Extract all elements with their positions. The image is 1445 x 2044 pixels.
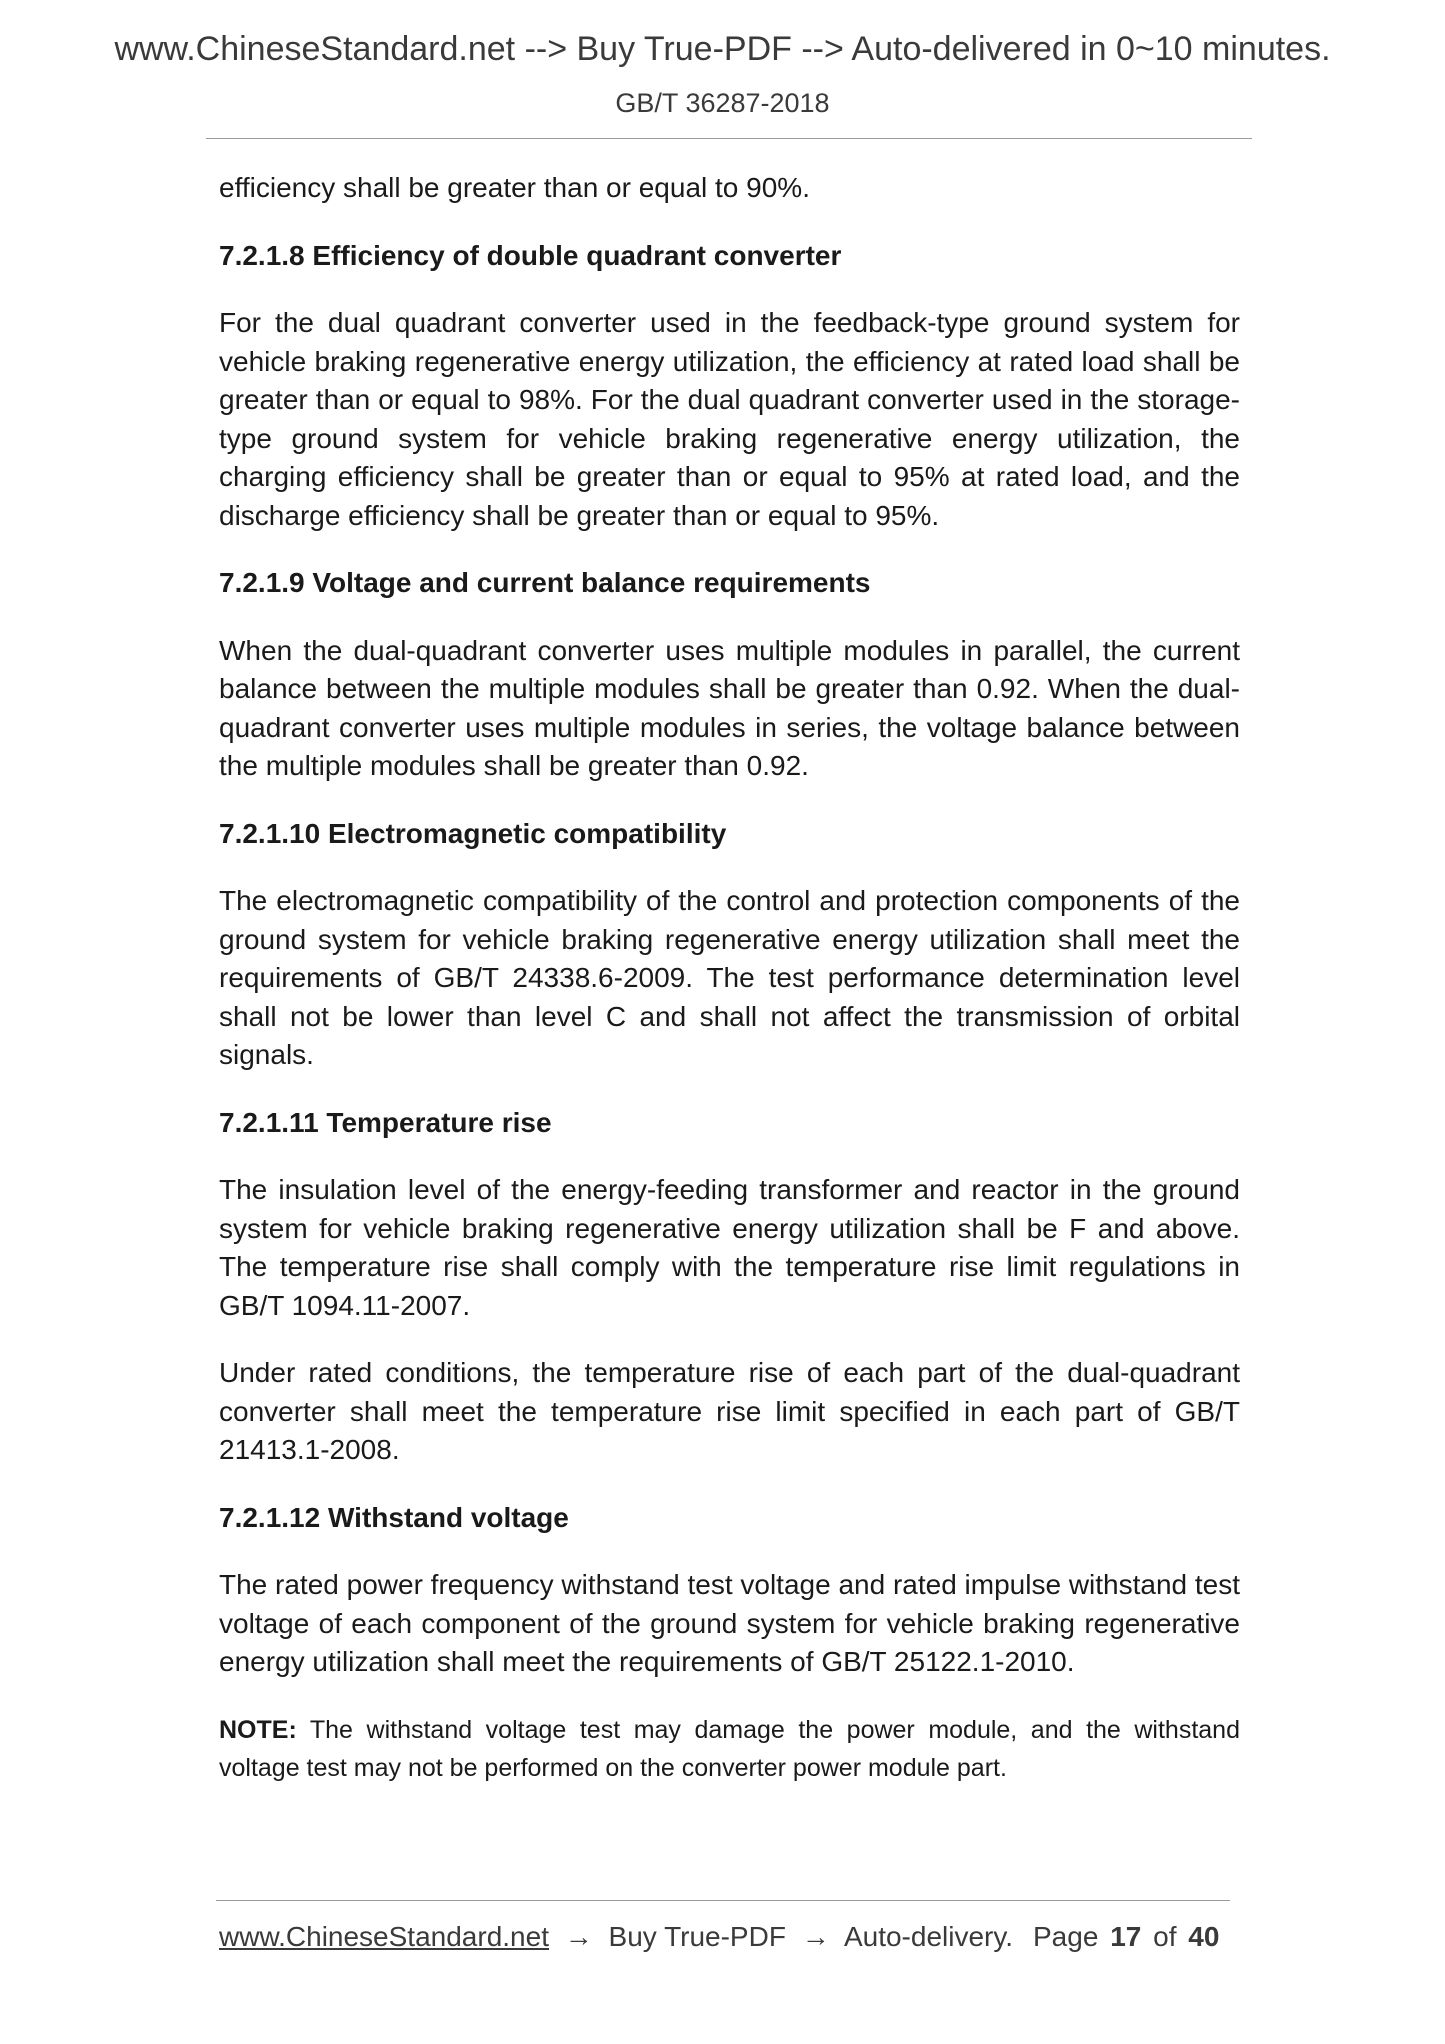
delivery-text: Auto-delivery. bbox=[843, 1921, 1014, 1952]
header-divider bbox=[206, 138, 1252, 139]
buy-pdf-text: Buy True-PDF bbox=[608, 1921, 786, 1952]
paragraph-insulation: The insulation level of the energy-feeding transformer and reactor in the ground system for vehicle braking regenerative energy utilization shall be F and above. The temperature rise shall comply with the temperature rise limit regulations in GB/T 1094.11-2007. bbox=[219, 1174, 1240, 1321]
page-indicator bbox=[1033, 1921, 1223, 1953]
note-paragraph bbox=[219, 1711, 1240, 1788]
site-link[interactable]: www.ChineseStandard.net bbox=[219, 1921, 549, 1952]
section-heading-7-2-1-12: 7.2.1.12 Withstand voltage bbox=[219, 1501, 569, 1533]
document-code: GB/T 36287-2018 bbox=[615, 88, 830, 118]
footer-divider bbox=[216, 1900, 1230, 1901]
note-text: The withstand voltage test may damage the power module, and the withstand voltage test may not be performed on the converter power module part. bbox=[219, 1715, 1240, 1782]
page-body bbox=[219, 169, 1240, 1788]
paragraph-rated-conditions: Under rated conditions, the temperature rise of each part of the dual-quadrant converter shall meet the temperature rise limit specified in each part of GB/T 21413.1-2008. bbox=[219, 1357, 1240, 1465]
of-label: of bbox=[1153, 1921, 1177, 1952]
note-label: NOTE: bbox=[219, 1715, 297, 1744]
arrow-right-icon: → bbox=[801, 1921, 830, 1952]
section-heading-7-2-1-8: 7.2.1.8 Efficiency of double quadrant converter bbox=[219, 239, 842, 271]
footer-links bbox=[219, 1921, 1013, 1953]
arrow-right-icon: → bbox=[564, 1921, 593, 1952]
page-label: Page bbox=[1033, 1921, 1099, 1952]
page-total: 40 bbox=[1188, 1921, 1220, 1952]
paragraph-withstand: The rated power frequency withstand test voltage and rated impulse withstand test voltage of each component of the ground system for vehicle braking regenerative energy utilization shall meet the requirements of GB/T 25122.1-2010. bbox=[219, 1569, 1241, 1677]
page-number: 17 bbox=[1110, 1921, 1142, 1952]
paragraph-continuation: efficiency shall be greater than or equal to 90%. bbox=[219, 172, 810, 203]
section-heading-7-2-1-11: 7.2.1.11 Temperature rise bbox=[219, 1106, 552, 1138]
paragraph-efficiency: For the dual quadrant converter used in the feedback-type ground system for vehicle braking regenerative energy utilization, the efficiency at rated load shall be greater than or equal to 98%. For the dual quadrant converter used in the storage-type ground system for vehicle braking regenerative energy utilization, the charging efficiency shall be greater than or equal to 95% at rated load, and the discharge efficiency shall be greater than or equal to 95%. bbox=[219, 307, 1240, 531]
section-heading-7-2-1-10: 7.2.1.10 Electromagnetic compatibility bbox=[219, 817, 727, 849]
section-heading-7-2-1-9: 7.2.1.9 Voltage and current balance requirements bbox=[219, 567, 871, 598]
paragraph-balance: When the dual-quadrant converter uses multiple modules in parallel, the current balance between the multiple modules shall be greater than 0.92. When the dual-quadrant converter uses multiple modules in series, the voltage balance between the multiple modules shall be greater than 0.92. bbox=[219, 634, 1240, 781]
paragraph-emc: The electromagnetic compatibility of the control and protection components of the ground system for vehicle braking regenerative energy utilization shall meet the requirements of GB/T 24338.6-2009. The test performance determination level shall not be lower than level C and shall not affect the transmission of orbital signals. bbox=[219, 885, 1240, 1070]
site-banner: www.ChineseStandard.net --> Buy True-PDF --> Auto-delivered in 0~10 minutes. bbox=[114, 30, 1331, 68]
